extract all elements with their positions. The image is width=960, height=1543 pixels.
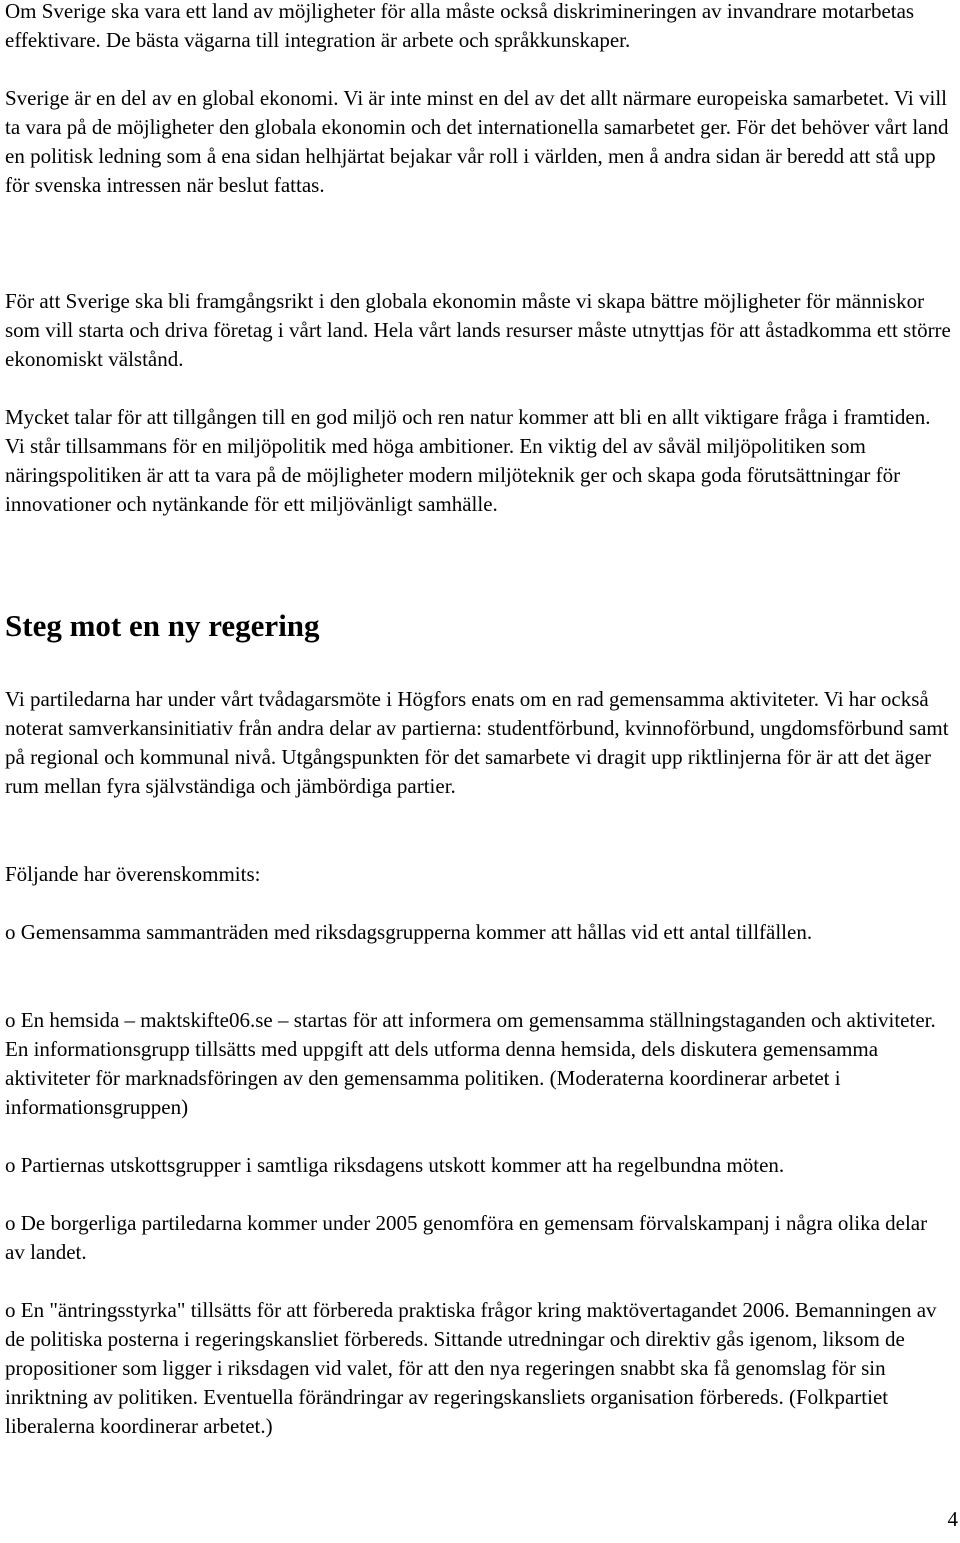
paragraph-discrimination: Om Sverige ska vara ett land av möjligheter för alla måste också diskrimineringen av invandrare motarbetas effektivare. De bästa vägarna till integration är arbete och språkkunskaper. xyxy=(5,0,915,52)
paragraph-entrepreneurship: För att Sverige ska bli framgångsrikt i den globala ekonomin måste vi skapa bättre möjligheter för människor som vill starta och driva företag i vårt land. Hela vårt lands resurser måste utnyttjas för att åstadkomma ett större ekonomiskt välstånd. xyxy=(5,289,951,371)
page-number: 4 xyxy=(947,1507,958,1531)
paragraph-global-economy: Sverige är en del av en global ekonomi. Vi är inte minst en del av det allt närmare europeiska samarbetet. Vi vill ta vara på de möjligheter den globala ekonomin och det internationella samarbetet ger. För det behöver vårt land en politisk ledning som å ena sidan helhjärtat bejakar vår roll i världen, men å andra sidan är beredd att stå upp för svenska intressen när beslut fattas. xyxy=(5,86,949,197)
paragraph-party-leaders: Vi partiledarna har under vårt tvådagarsmöte i Högfors enats om en rad gemensamma aktiviteter. Vi har också noterat samverkansinitiativ från andra delar av partierna: studentförbund, kvinnoförbund, ungdomsförbund samt på regional och kommunal nivå. Utgångspunkten för det samarbete vi dragit upp riktlinjerna för är att det äger rum mellan fyra självständiga och jämbördiga partier. xyxy=(5,687,949,798)
paragraph-agreed-intro: Följande har överenskommits: xyxy=(5,862,261,886)
list-item-joint-meetings: o Gemensamma sammanträden med riksdagsgrupperna kommer att hållas vid ett antal tillfällen. xyxy=(5,920,813,944)
paragraph-environment: Mycket talar för att tillgången till en god miljö och ren natur kommer att bli en allt viktigare fråga i framtiden. Vi står tillsammans för en miljöpolitik med höga ambitioner. En viktig del av såväl miljöpolitiken som näringspolitiken är att ta vara på de möjligheter modern miljöteknik ger och skapa goda förutsättningar för innovationer och nytänkande för ett miljövänligt samhälle. xyxy=(5,405,931,516)
list-item-campaign: o De borgerliga partiledarna kommer under 2005 genomföra en gemensam förvalskampanj i några olika delar av landet. xyxy=(5,1211,928,1264)
list-item-committee-groups: o Partiernas utskottsgrupper i samtliga riksdagens utskott kommer att ha regelbundna möten. xyxy=(5,1153,785,1177)
section-heading: Steg mot en ny regering xyxy=(5,608,320,643)
list-item-website: o En hemsida – maktskifte06.se – startas för att informera om gemensamma ställningstaganden och aktiviteter. En informationsgrupp tillsätts med uppgift att dels utforma denna hemsida, dels diskutera gemensamma aktiviteter för marknadsföringen av den gemensamma politiken. (Moderaterna koordinerar arbetet i informationsgruppen) xyxy=(5,1008,936,1119)
list-item-transition-team: o En "äntringsstyrka" tillsätts för att förbereda praktiska frågor kring maktövertagandet 2006. Bemanningen av de politiska posterna i regeringskansliet förbereds. Sittande utredningar och direktiv gås igenom, liksom de propositioner som ligger i riksdagen vid valet, för att den nya regeringen snabbt ska få genomslag för sin inriktning av politiken. Eventuella förändringar av regeringskansliets organisation förbereds. (Folkpartiet liberalerna koordinerar arbetet.) xyxy=(5,1298,937,1438)
